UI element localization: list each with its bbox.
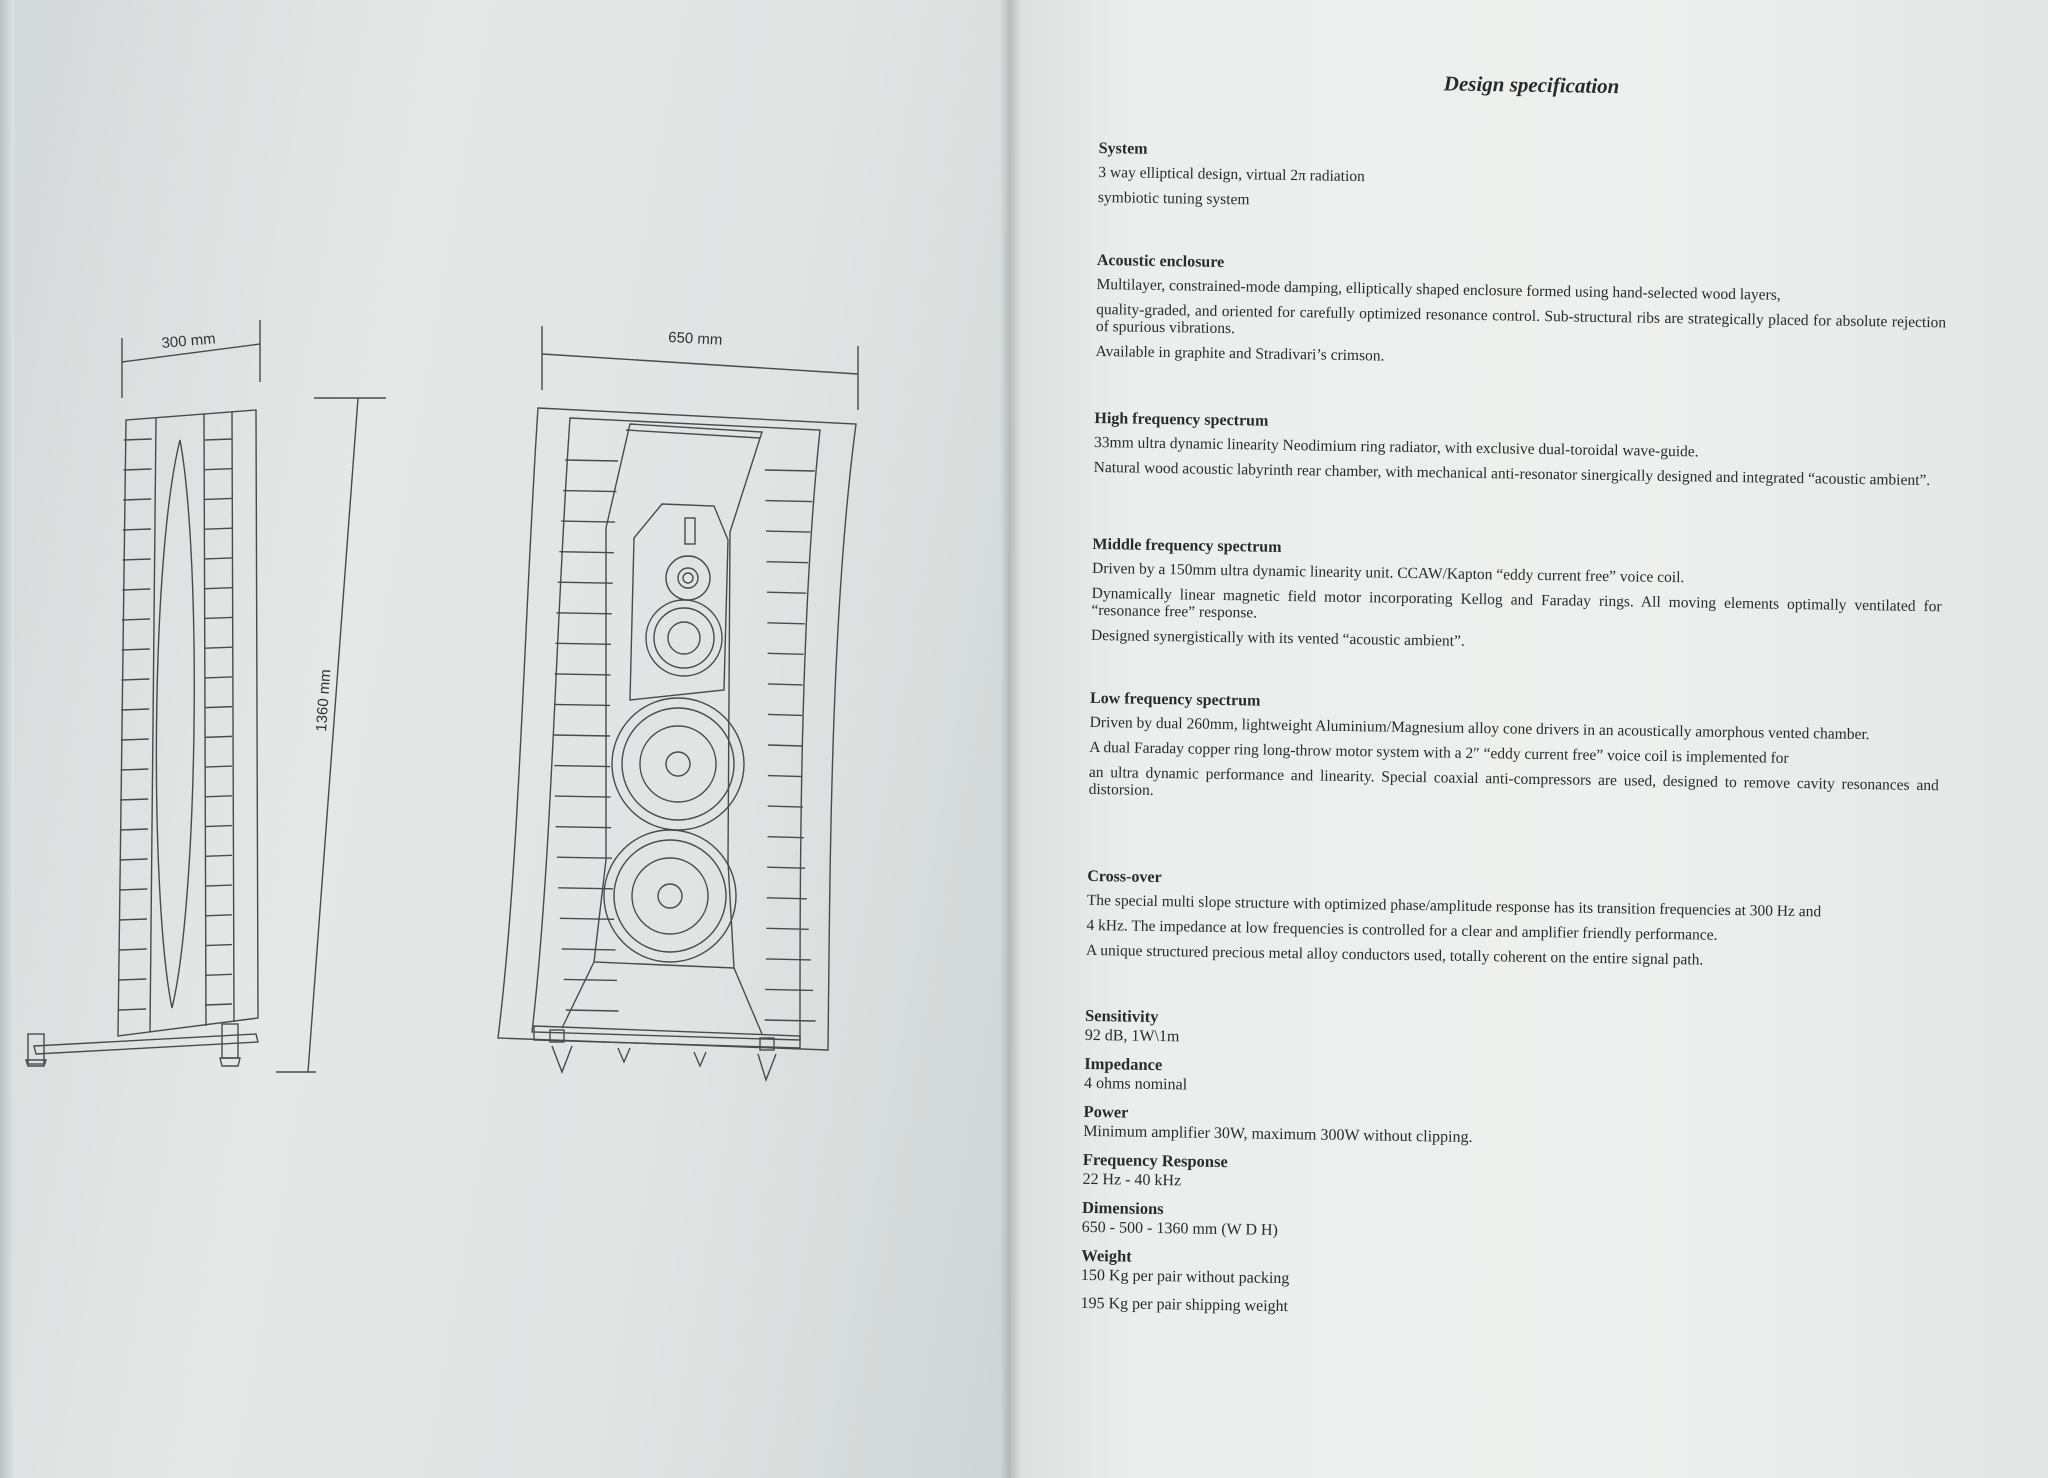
section-paragraph: an ultra dynamic performance and linearity. Special coaxial anti-compressors are used, designed to remove cavity resonances and distorsion. <box>1088 763 1939 799</box>
section-paragraph: Designed synergistically with its vented “acoustic ambient”. <box>1090 626 1465 650</box>
spec-section <box>1095 252 1947 381</box>
spec-value: Minimum amplifier 30W, maximum 300W without clipping. <box>1083 1122 1473 1146</box>
section-paragraph: Available in graphite and Stradivari’s crimson. <box>1095 342 1385 365</box>
spec-label: Sensitivity <box>1084 1005 1159 1027</box>
section-paragraph: The special multi slope structure with optimized phase/amplitude response has its transition frequencies at 300 Hz and <box>1086 891 1822 921</box>
section-paragraph: quality-graded, and oriented for carefully optimized resonance control. Sub-structural ribs are strategically placed for absolute rejection of spurious vibrations. <box>1095 300 1947 338</box>
spec-value: 4 ohms nominal <box>1083 1074 1188 1094</box>
key-specs <box>1080 1006 1474 1328</box>
front-width-label: 650 mm <box>667 329 723 349</box>
spec-label: Weight <box>1081 1245 1132 1266</box>
section-heading: System <box>1098 139 1148 158</box>
side-height-label: 1360 mm <box>313 668 335 733</box>
section-paragraph: A dual Faraday copper ring long-throw motor system with a 2″ “eddy current free” voice coil is implemented for <box>1089 738 1789 767</box>
section-heading: Low frequency spectrum <box>1089 689 1261 710</box>
section-heading: Middle frequency spectrum <box>1092 535 1282 556</box>
front-view-drawing <box>498 326 858 1080</box>
section-paragraph: Dynamically linear magnetic field motor incorporating Kellog and Faraday rings. All moving elements optimally ventilated for “resonance free” response. <box>1091 584 1942 622</box>
side-width-label: 300 mm <box>160 330 217 352</box>
spec-label: Power <box>1083 1101 1129 1122</box>
section-paragraph: Natural wood acoustic labyrinth rear chamber, with mechanical anti-resonator sinergically designed and integrated “acoustic ambient”. <box>1093 458 1931 490</box>
section-paragraph: 4 kHz. The impedance at low frequencies is controlled for a clear and amplifier friendly performance. <box>1086 916 1718 944</box>
section-paragraph: Driven by dual 260mm, lightweight Aluminium/Magnesium alloy cone drivers in an acoustically amorphous vented chamber. <box>1089 713 1870 744</box>
section-heading: Cross-over <box>1087 867 1162 887</box>
side-view-drawing <box>26 320 386 1072</box>
section-paragraph: symbiotic tuning system <box>1097 188 1250 209</box>
section-paragraph: A unique structured precious metal alloy conductors used, totally coherent on the entire signal path. <box>1085 941 1704 969</box>
spec-value: 22 Hz - 40 kHz <box>1082 1170 1182 1190</box>
section-heading: Acoustic enclosure <box>1096 251 1225 271</box>
section-paragraph: 33mm ultra dynamic linearity Neodimium ring radiator, with exclusive dual-toroidal wave-guide. <box>1093 433 1699 461</box>
spec-value: 650 - 500 - 1360 mm (W D H) <box>1081 1218 1278 1239</box>
spec-section <box>1093 410 1944 497</box>
spec-value: 150 Kg per pair without packing <box>1080 1266 1290 1288</box>
spec-value: 195 Kg per pair shipping weight <box>1080 1294 1289 1316</box>
section-heading: High frequency spectrum <box>1094 409 1269 430</box>
spec-section <box>1091 536 1943 665</box>
spec-label: Impedance <box>1084 1053 1163 1075</box>
section-paragraph: Multilayer, constrained-mode damping, elliptically shaped enclosure formed using hand-selected wood layers, <box>1096 275 1781 304</box>
spec-section <box>1086 868 1937 980</box>
spec-label: Dimensions <box>1081 1197 1164 1219</box>
spec-value: 92 dB, 1W\1m <box>1084 1026 1180 1046</box>
speaker-drawings <box>0 0 1010 1478</box>
spec-section <box>1098 140 1949 227</box>
section-paragraph: Driven by a 150mm ultra dynamic linearity unit. CCAW/Kapton “eddy current free” voice coil. <box>1091 559 1685 587</box>
spec-label: Frequency Response <box>1082 1149 1228 1172</box>
spec-section <box>1088 690 1940 819</box>
section-paragraph: 3 way elliptical design, virtual 2π radiation <box>1098 163 1365 186</box>
page-title: Design specification <box>1443 71 1620 99</box>
